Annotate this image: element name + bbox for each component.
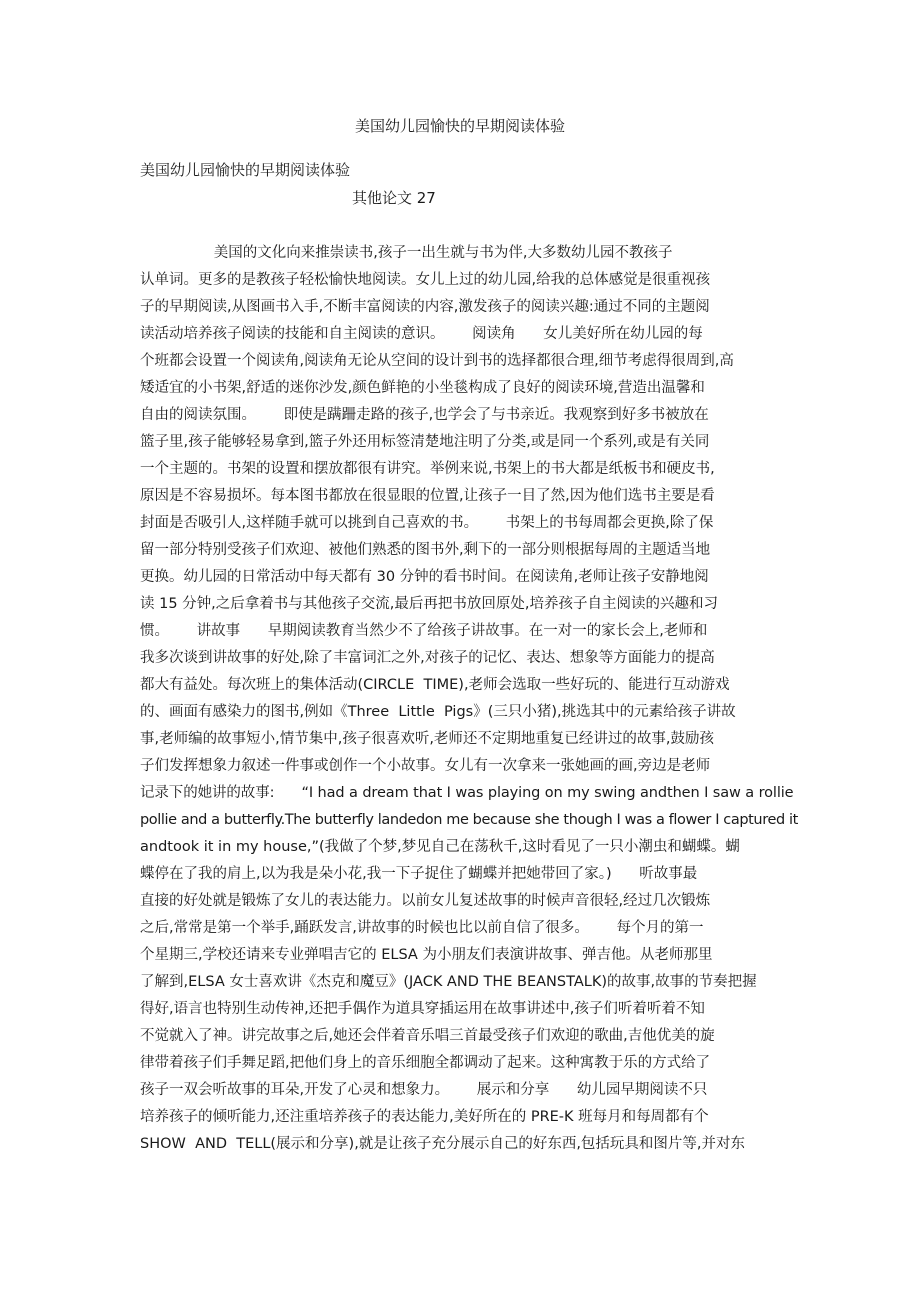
body-line: 封面是否吸引人,这样随手就可以挑到自己喜欢的书。 书架上的书每周都会更换,除了保 [140,515,714,531]
body-line: 美国的文化向来推崇读书,孩子一出生就与书为伴,大多数幼儿园不教孩子 [140,245,673,261]
document-title: 美国幼儿园愉快的早期阅读体验 [354,117,565,135]
body-line: 我多次谈到讲故事的好处,除了丰富词汇之外,对孩子的记忆、表达、想象等方面能力的提高 [140,650,715,666]
body-line: 记录下的她讲的故事: “I had a dream that I was playing on my swing andthen I saw a rollie [140,785,794,801]
document-subtitle: 美国幼儿园愉快的早期阅读体验 [140,161,351,179]
body-line: 直接的好处就是锻炼了女儿的表达能力。以前女儿复述故事的时候声音很轻,经过几次锻炼 [140,893,711,909]
body-line: 不觉就入了神。讲完故事之后,她还会伴着音乐唱三首最受孩子们欢迎的歌曲,吉他优美的旋 [140,1028,715,1044]
body-line: 了解到,ELSA 女士喜欢讲《杰克和魔豆》(JACK AND THE BEANSTALK)的故事,故事的节奏把握 [140,974,757,990]
body-line: 认单词。更多的是教孩子轻松愉快地阅读。女儿上过的幼儿园,给我的总体感觉是很重视孩 [140,272,711,288]
body-line: 个星期三,学校还请来专业弹唱吉它的 ELSA 为小朋友们表演讲故事、弹吉他。从老师那里 [140,947,713,963]
body-line: 得好,语言也特别生动传神,还把手偶作为道具穿插运用在故事讲述中,孩子们听着听着不知 [140,1001,705,1017]
body-line: 原因是不容易损坏。每本图书都放在很显眼的位置,让孩子一目了然,因为他们选书主要是看 [140,488,715,504]
body-line: andtook it in my house,”(我做了个梦,梦见自己在荡秋千,这时看见了一只小潮虫和蝴蝶。蝴 [140,839,740,855]
body-line: 留一部分特别受孩子们欢迎、被他们熟悉的图书外,剩下的一部分则根据每周的主题适当地 [140,542,711,558]
article-body [140,240,800,1158]
body-line: SHOW AND TELL(展示和分享),就是让孩子充分展示自己的好东西,包括玩具和图片等,并对东 [140,1136,746,1152]
body-line: 事,老师编的故事短小,情节集中,孩子很喜欢听,老师还不定期地重复已经讲过的故事,鼓励孩 [140,731,715,747]
body-line: 律带着孩子们手舞足蹈,把他们身上的音乐细胞全都调动了起来。这种寓教于乐的方式给了 [140,1055,711,1071]
body-line: 培养孩子的倾听能力,还注重培养孩子的表达能力,美好所在的 PRE-K 班每月和每周都有个 [140,1109,709,1125]
document-category: 其他论文 27 [352,189,436,207]
body-line: 更换。幼儿园的日常活动中每天都有 30 分钟的看书时间。在阅读角,老师让孩子安静地阅 [140,569,709,585]
body-line: 孩子一双会听故事的耳朵,开发了心灵和想象力。 展示和分享 幼儿园早期阅读不只 [140,1082,708,1098]
body-line: 读 15 分钟,之后拿着书与其他孩子交流,最后再把书放回原处,培养孩子自主阅读的兴趣和习 [140,596,718,612]
body-line: 读活动培养孩子阅读的技能和自主阅读的意识。 阅读角 女儿美好所在幼儿园的每 [140,326,703,342]
body-line: 矮适宜的小书架,舒适的迷你沙发,颜色鲜艳的小坐毯构成了良好的阅读环境,营造出温馨和 [140,380,705,396]
body-line: 子们发挥想象力叙述一件事或创作一个小故事。女儿有一次拿来一张她画的画,旁边是老师 [140,758,711,774]
body-line: 都大有益处。每次班上的集体活动(CIRCLE TIME),老师会选取一些好玩的、能进行互动游戏 [140,677,730,693]
body-line: 蝶停在了我的肩上,以为我是朵小花,我一下子捉住了蝴蝶并把她带回了家。) 听故事最 [140,866,698,882]
body-line: 一个主题的。书架的设置和摆放都很有讲究。举例来说,书架上的书大都是纸板书和硬皮书, [140,461,715,477]
body-line: 之后,常常是第一个举手,踊跃发言,讲故事的时候也比以前自信了很多。 每个月的第一 [140,920,704,936]
body-line: 个班都会设置一个阅读角,阅读角无论从空间的设计到书的选择都很合理,细节考虑得很周到,高 [140,353,734,369]
body-line: 篮子里,孩子能够轻易拿到,篮子外还用标签清楚地注明了分类,或是同一个系列,或是有关同 [140,434,710,450]
body-line: 自由的阅读氛围。 即使是蹒跚走路的孩子,也学会了与书亲近。我观察到好多书被放在 [140,407,709,423]
body-line: 子的早期阅读,从图画书入手,不断丰富阅读的内容,激发孩子的阅读兴趣:通过不同的主题阅 [140,299,710,315]
body-line: 的、画面有感染力的图书,例如《Three Little Pigs》(三只小猪),挑选其中的元素给孩子讲故 [140,704,736,720]
body-line: pollie and a butterfly.The butterfly landedon me because she though I was a flower I captured it [140,812,798,828]
body-line: 惯。 讲故事 早期阅读教育当然少不了给孩子讲故事。在一对一的家长会上,老师和 [140,623,708,639]
